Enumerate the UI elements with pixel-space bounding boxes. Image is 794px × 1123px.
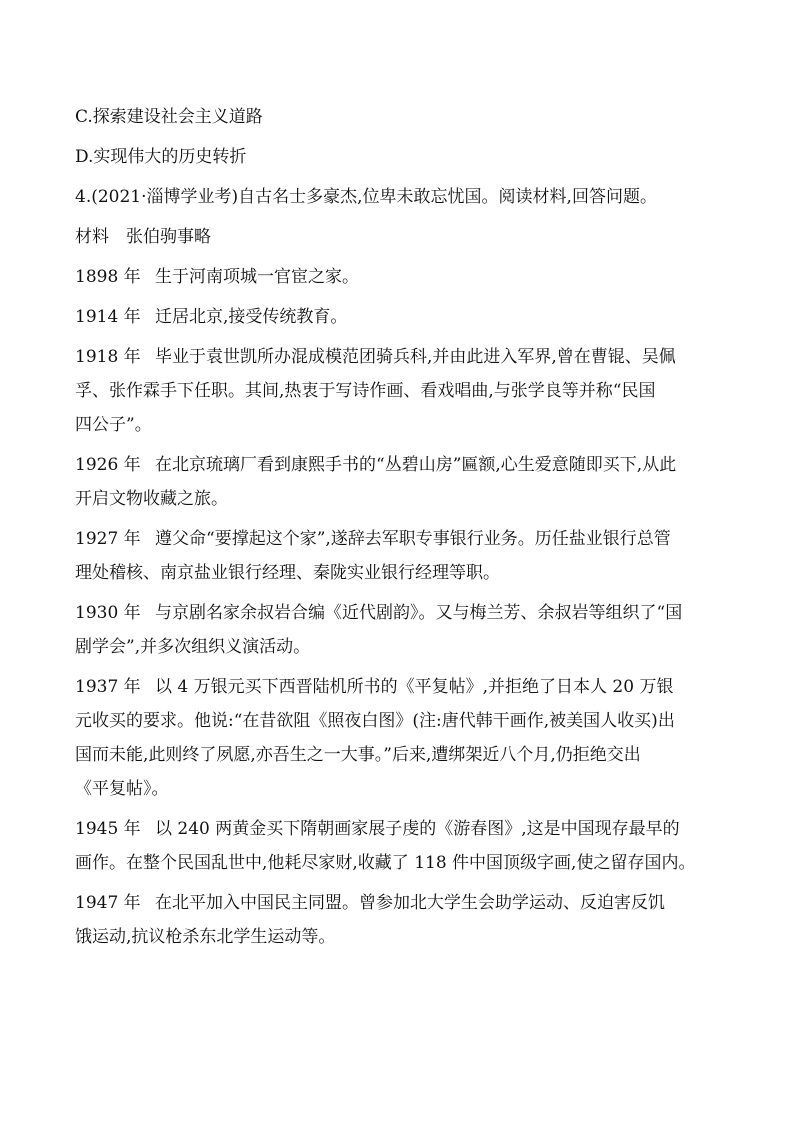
timeline xyxy=(75,260,725,954)
timeline-entry xyxy=(75,670,725,806)
timeline-entry xyxy=(75,448,725,516)
option-c: C.探索建设社会主义道路 xyxy=(75,107,263,127)
timeline-year: 1930 年 xyxy=(75,603,141,623)
timeline-year: 1945 年 xyxy=(75,819,141,839)
timeline-entry xyxy=(75,596,725,664)
question-stem: 4.(2021·淄博学业考)自古名士多豪杰,位卑未敢忘忧国。阅读材料,回答问题。 xyxy=(75,187,657,207)
timeline-year: 1937 年 xyxy=(75,677,141,697)
timeline-entry-line xyxy=(75,482,725,516)
timeline-entry-line xyxy=(75,522,725,556)
timeline-entry-line xyxy=(75,920,725,954)
timeline-year: 1927 年 xyxy=(75,529,141,549)
timeline-text: 《平复帖》。 xyxy=(75,779,169,799)
timeline-text: 毕业于袁世凯所办混成模范团骑兵科,并由此进入军界,曾在曹锟、吴佩 xyxy=(155,347,676,367)
timeline-text: 在北京琉璃厂看到康熙手书的“丛碧山房”匾额,心生爱意随即买下,从此 xyxy=(155,455,677,475)
timeline-text: 画作。在整个民国乱世中,他耗尽家财,收藏了 118 件中国顶级字画,使之留存国内。 xyxy=(75,853,696,873)
timeline-entry-line xyxy=(75,846,725,880)
timeline-text: 剧学会”,并多次组织义演活动。 xyxy=(75,637,311,657)
timeline-text: 与京剧名家余叔岩合编《近代剧韵》。又与梅兰芳、余叔岩等组织了“国 xyxy=(155,603,683,623)
timeline-text: 饿运动,抗议枪杀东北学生运动等。 xyxy=(75,927,336,947)
timeline-text: 在北平加入中国民主同盟。曾参加北大学生会助学运动、反迫害反饥 xyxy=(155,893,665,913)
timeline-text: 元收买的要求。他说:“在昔欲阻《照夜白图》(注:唐代韩干画作,被美国人收买)出 xyxy=(75,711,675,731)
timeline-entry-line xyxy=(75,448,725,482)
timeline-text: 以 240 两黄金买下隋朝画家展子虔的《游春图》,这是中国现存最早的 xyxy=(155,819,680,839)
timeline-year: 1926 年 xyxy=(75,455,141,475)
timeline-entry xyxy=(75,522,725,590)
timeline-entry-line xyxy=(75,260,725,294)
timeline-year: 1898 年 xyxy=(75,267,141,287)
timeline-entry-line xyxy=(75,738,725,772)
timeline-entry-line xyxy=(75,630,725,664)
timeline-text: 迁居北京,接受传统教育。 xyxy=(155,307,348,327)
timeline-text: 开启文物收藏之旅。 xyxy=(75,489,228,509)
material-label: 材料 张伯驹事略 xyxy=(75,227,211,247)
timeline-text: 以 4 万银元买下西晋陆机所书的《平复帖》,并拒绝了日本人 20 万银 xyxy=(155,677,674,697)
timeline-year: 1918 年 xyxy=(75,347,141,367)
timeline-entry-line xyxy=(75,670,725,704)
timeline-entry-line xyxy=(75,556,725,590)
timeline-entry xyxy=(75,340,725,442)
timeline-entry-line xyxy=(75,596,725,630)
timeline-entry-line xyxy=(75,812,725,846)
timeline-text: 理处稽核、南京盐业银行经理、秦陇实业银行经理等职。 xyxy=(75,563,500,583)
timeline-entry-line xyxy=(75,886,725,920)
timeline-entry-line xyxy=(75,704,725,738)
document-page xyxy=(75,100,725,960)
timeline-entry xyxy=(75,812,725,880)
timeline-entry xyxy=(75,886,725,954)
timeline-text: 孚、张作霖手下任职。其间,热衷于写诗作画、看戏唱曲,与张学良等并称“民国 xyxy=(75,381,656,401)
timeline-entry-line xyxy=(75,340,725,374)
timeline-entry-line xyxy=(75,374,725,408)
timeline-year: 1914 年 xyxy=(75,307,141,327)
timeline-text: 国而未能,此则终了夙愿,亦吾生之一大事。”后来,遭绑架近八个月,仍拒绝交出 xyxy=(75,745,641,765)
timeline-text: 遵父命“要撑起这个家”,遂辞去军职专事银行业务。历任盐业银行总管 xyxy=(155,529,671,549)
timeline-text: 四公子”。 xyxy=(75,415,152,435)
timeline-entry-line xyxy=(75,408,725,442)
timeline-entry xyxy=(75,260,725,294)
timeline-entry-line xyxy=(75,772,725,806)
timeline-year: 1947 年 xyxy=(75,893,141,913)
timeline-entry-line xyxy=(75,300,725,334)
timeline-entry xyxy=(75,300,725,334)
timeline-text: 生于河南项城一官宦之家。 xyxy=(155,267,359,287)
option-d: D.实现伟大的历史转折 xyxy=(75,147,247,167)
